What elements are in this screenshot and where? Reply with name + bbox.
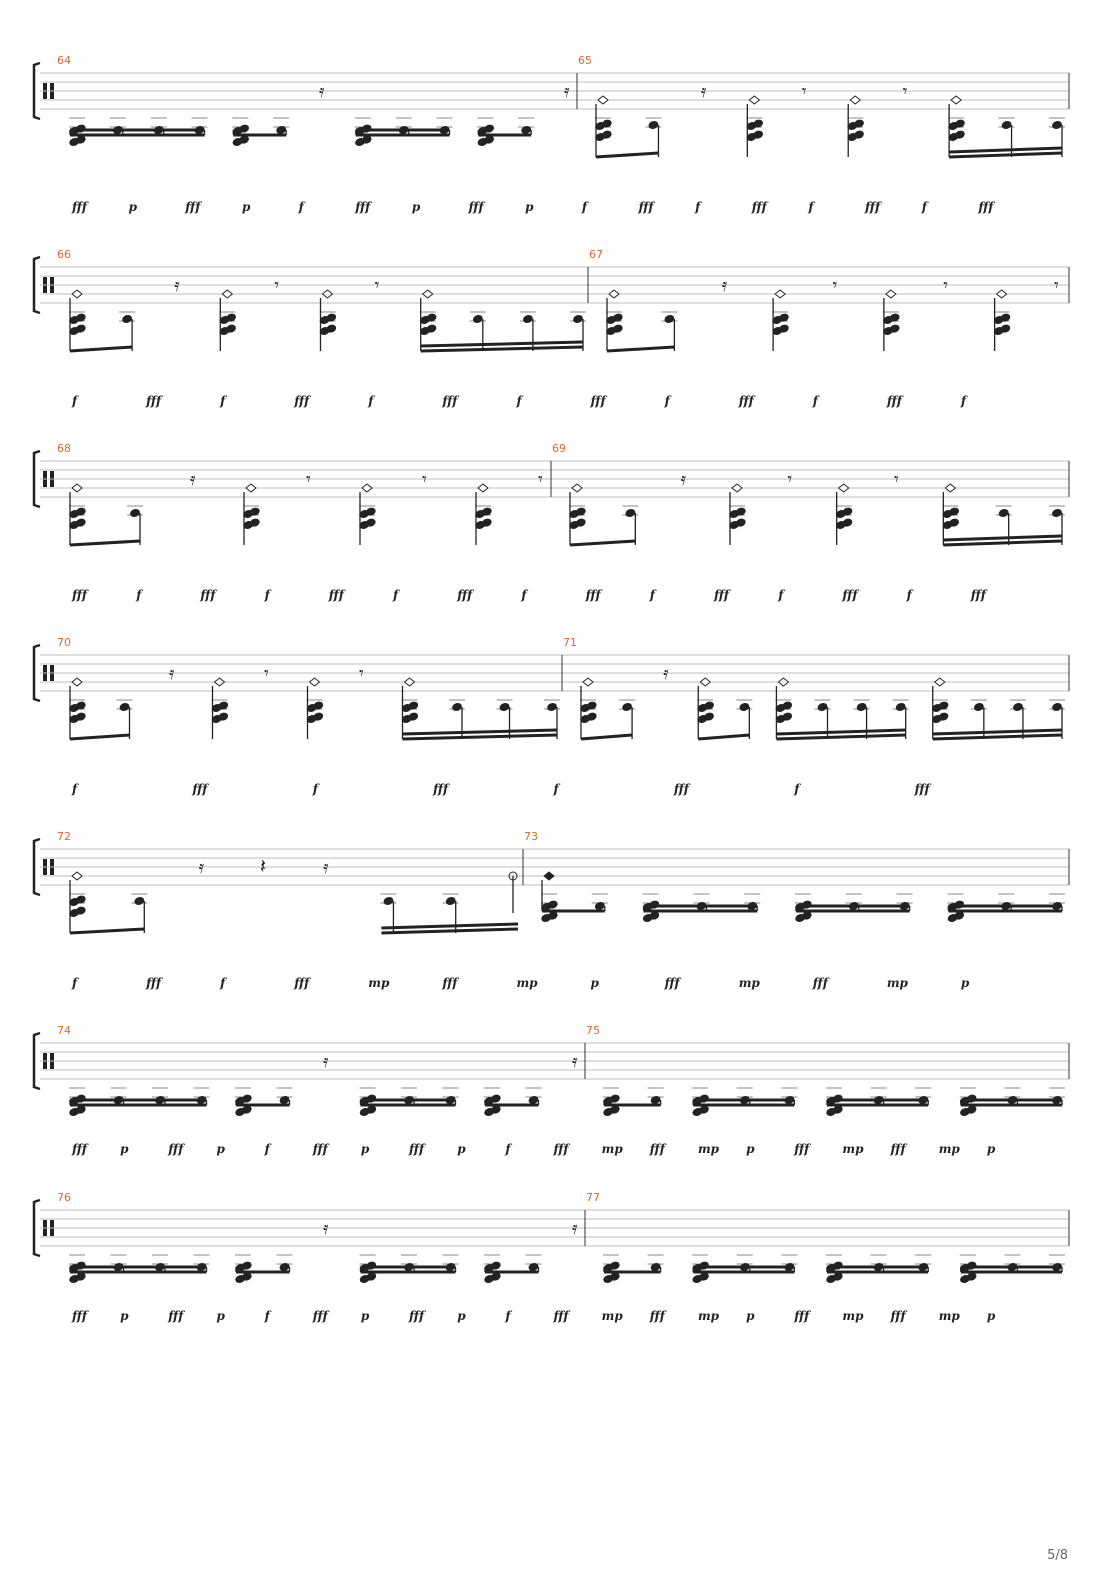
dynamic-marking: f [921,200,927,214]
note-beam [943,541,1062,545]
note-head [121,314,133,325]
dynamic-marking: fff [890,1142,906,1156]
note-beam [403,735,558,739]
eighth-rest: 𝄾 [306,469,311,490]
dynamic-marking: mp [842,1309,864,1323]
dynamic-marking: fff [168,1309,184,1323]
dynamic-marking: p [120,1142,129,1156]
eighth-rest: 𝄾 [787,469,793,490]
note-beam [70,541,140,545]
dynamic-marking: f [72,976,78,990]
dynamic-marking: p [360,1142,370,1156]
dynamic-marking: fff [970,588,986,602]
dynamic-marking: mp [601,1142,623,1156]
system-bracket [34,257,40,313]
dynamic-marking: f [220,394,226,408]
staff-system [34,248,1069,408]
note-head [1001,120,1013,131]
measure-number: 75 [586,1024,600,1037]
cymbal-diamond-note [839,484,849,492]
dynamic-marking: f [794,782,800,796]
note-head [624,508,636,519]
dynamic-marking: fff [638,200,654,214]
eighth-rest: 𝄾 [538,469,543,490]
dynamic-marking: fff [468,200,484,214]
cymbal-diamond-note [997,290,1007,298]
dynamic-marking: fff [673,782,689,796]
system-bracket [34,645,40,701]
dynamic-marking: fff [457,588,473,602]
measure-number: 68 [57,442,71,455]
dynamic-marking: mp [368,976,390,990]
measure-number: 73 [524,830,538,843]
note-head [1051,120,1063,131]
dynamic-marking: f [906,588,912,602]
dynamic-marking: mp [516,976,538,990]
note-head [546,702,558,713]
system-bracket [34,1200,40,1256]
note-beam [949,148,1062,152]
dynamic-marking: p [986,1309,996,1323]
cymbal-diamond-note [405,678,415,686]
dynamic-marking: fff [72,1309,88,1323]
note-head [1051,702,1063,713]
dynamic-marking: f [298,200,304,214]
eighth-rest: 𝄾 [801,81,807,102]
dynamic-marking: fff [914,782,930,796]
note-beam [421,342,583,346]
dynamic-marking: p [241,200,251,214]
note-beam [70,347,132,351]
system-bracket [34,839,40,895]
measure-number: 71 [563,636,577,649]
dynamic-marking: f [368,394,374,408]
sixteenth-rest: 𝄿 [323,1218,329,1239]
dynamic-marking: p [590,976,599,990]
dynamic-marking: p [746,1142,755,1156]
dynamic-marking: mp [842,1142,864,1156]
sixteenth-rest: 𝄿 [323,1051,329,1072]
system-bracket [34,63,40,119]
dynamic-marking: fff [738,394,754,408]
eighth-rest: 𝄾 [943,275,949,296]
sixteenth-rest: 𝄿 [572,1218,578,1239]
measure-number: 74 [57,1024,71,1037]
sixteenth-rest: 𝄿 [198,857,205,878]
dynamic-marking: fff [146,394,162,408]
dynamic-marking: p [120,1309,129,1323]
cymbal-diamond-note [886,290,896,298]
note-beam [607,347,674,351]
dynamic-marking: fff [294,394,310,408]
system-bracket [34,1033,40,1089]
dynamic-marking: p [216,1309,225,1323]
dynamic-marking: mp [738,976,760,990]
dynamic-marking: f [664,394,670,408]
note-beam [933,730,1062,734]
note-beam [381,924,518,928]
note-head [451,702,463,713]
note-head [382,896,394,907]
cymbal-diamond-note [72,290,82,298]
dynamic-marking: f [778,588,784,602]
measure-number: 66 [57,248,71,261]
note-beam [381,929,518,933]
dynamic-marking: f [960,394,967,408]
cymbal-diamond-note [749,96,759,104]
staff-system [34,636,1069,796]
cymbal-diamond-note [609,290,619,298]
dynamic-marking: f [812,394,818,408]
note-head [133,896,145,907]
cymbal-diamond-note [246,484,256,492]
dynamic-marking: mp [938,1142,960,1156]
dynamic-marking: f [649,588,655,602]
eighth-rest: 𝄾 [264,663,269,684]
dynamic-marking: fff [751,200,767,214]
cymbal-diamond-note [323,290,333,298]
eighth-rest: 𝄾 [902,81,908,102]
dynamic-marking: f [136,588,142,602]
cymbal-diamond-note [362,484,372,492]
cymbal-diamond-note [850,96,860,104]
eighth-rest: 𝄾 [894,469,899,490]
cymbal-diamond-note [945,484,955,492]
dynamic-marking: fff [890,1309,906,1323]
note-beam [698,735,749,739]
dynamic-marking: fff [553,1309,569,1323]
dynamic-marking: mp [938,1309,960,1323]
note-beam [421,347,583,351]
cymbal-diamond-note [222,290,232,298]
cymbal-diamond-note [951,96,961,104]
note-head [998,508,1010,519]
dynamic-marking: mp [886,976,908,990]
dynamic-marking: f [393,588,399,602]
measure-number: 70 [57,636,71,649]
note-head [738,702,750,713]
dynamic-marking: mp [697,1309,720,1323]
dynamic-marking: fff [649,1309,665,1323]
staff-system [34,1191,1069,1323]
note-head [895,702,907,713]
staff-system [34,442,1069,602]
dynamic-marking: fff [200,588,216,602]
sixteenth-rest: 𝄿 [190,469,196,490]
eighth-rest: 𝄾 [274,275,280,296]
dynamic-marking: fff [664,976,680,990]
measure-number: 64 [57,54,71,67]
dynamic-marking: p [128,200,138,214]
sixteenth-rest: 𝄿 [721,275,728,296]
dynamic-marking: fff [192,782,208,796]
dynamic-marking: fff [355,200,371,214]
cymbal-diamond-note [72,872,82,880]
dynamic-marking: fff [842,588,858,602]
note-head [817,702,829,713]
note-head [663,314,675,325]
note-head [1051,508,1063,519]
cymbal-diamond-note [215,678,225,686]
dynamic-marking: p [457,1142,466,1156]
dynamic-marking: mp [697,1142,720,1156]
dynamic-marking: fff [312,1142,328,1156]
dynamic-marking: p [986,1142,996,1156]
note-head [499,702,511,713]
dynamic-marking: fff [442,394,458,408]
dynamic-marking: fff [442,976,458,990]
dynamic-marking: f [220,976,226,990]
cymbal-diamond-note [732,484,742,492]
cymbal-diamond-note [72,484,82,492]
dynamic-marking: fff [794,1309,810,1323]
cymbal-diamond-note [583,678,593,686]
sixteenth-rest: 𝄿 [572,1051,578,1072]
dynamic-marking: mp [601,1309,623,1323]
note-head [1012,702,1024,713]
dynamic-marking: fff [146,976,162,990]
dynamic-marking: p [411,200,421,214]
dynamic-marking: f [516,394,522,408]
quarter-rest: 𝄽 [259,854,266,878]
dynamic-marking: p [216,1142,225,1156]
note-beam [70,735,130,739]
eighth-rest: 𝄾 [374,275,380,296]
dynamic-marking: fff [185,200,201,214]
note-head [572,314,584,325]
dynamic-marking: fff [328,588,344,602]
dynamic-marking: fff [865,200,881,214]
cymbal-diamond-note [598,96,608,104]
sixteenth-rest: 𝄿 [319,81,325,102]
note-beam [581,735,632,739]
dynamic-marking: f [72,782,78,796]
cymbal-diamond-note [544,872,554,880]
system-bracket [34,451,40,507]
note-head [119,702,131,713]
note-beam [776,735,905,739]
dynamic-marking: fff [72,588,88,602]
note-head [621,702,633,713]
dynamic-marking: f [695,200,701,214]
measure-number: 72 [57,830,71,843]
dynamic-marking: fff [72,200,88,214]
staff-system [34,1024,1069,1156]
note-beam [596,153,658,157]
dynamic-marking: fff [590,394,606,408]
dynamic-marking: fff [649,1142,665,1156]
cymbal-diamond-note [775,290,785,298]
dynamic-marking: f [521,588,527,602]
note-head [973,702,985,713]
dynamic-marking: fff [433,782,449,796]
cymbal-diamond-note [72,678,82,686]
dynamic-marking: f [505,1142,511,1156]
sixteenth-rest: 𝄿 [174,275,180,296]
cymbal-diamond-note [478,484,488,492]
note-beam [776,730,905,734]
dynamic-marking: fff [553,1142,569,1156]
note-beam [933,735,1062,739]
note-beam [943,536,1062,540]
dynamic-marking: fff [72,1142,88,1156]
cymbal-diamond-note [700,678,710,686]
dynamic-marking: f [72,394,78,408]
eighth-rest: 𝄾 [422,469,427,490]
note-head [522,314,534,325]
note-beam [70,929,144,933]
dynamic-marking: p [457,1309,466,1323]
page-number: 5/8 [1047,1548,1068,1563]
note-head [472,314,484,325]
measure-number: 76 [57,1191,71,1204]
dynamic-marking: fff [585,588,601,602]
eighth-rest: 𝄾 [359,663,364,684]
eighth-rest: 𝄾 [832,275,838,296]
measure-number: 77 [586,1191,600,1204]
eighth-rest: 𝄾 [1054,275,1059,296]
dynamic-marking: f [553,782,559,796]
dynamic-marking: fff [886,394,902,408]
sixteenth-rest: 𝄿 [564,81,570,102]
dynamic-marking: fff [409,1142,425,1156]
staff-system [34,830,1069,990]
note-beam [570,541,635,545]
cymbal-diamond-note [310,678,320,686]
dynamic-marking: f [312,782,318,796]
sixteenth-rest: 𝄿 [680,469,687,490]
note-beam [403,730,558,734]
dynamic-marking: f [581,200,587,214]
cymbal-diamond-note [935,678,945,686]
sixteenth-rest: 𝄿 [700,81,707,102]
dynamic-marking: fff [294,976,310,990]
cymbal-diamond-note [778,678,788,686]
dynamic-marking: fff [812,976,828,990]
dynamic-marking: fff [714,588,730,602]
dynamic-marking: f [264,1309,270,1323]
note-head [647,120,659,131]
dynamic-marking: p [960,976,970,990]
measure-number: 65 [578,54,592,67]
sixteenth-rest: 𝄿 [323,857,329,878]
dynamic-marking: f [264,588,270,602]
dynamic-marking: f [808,200,814,214]
dynamic-marking: p [360,1309,370,1323]
note-head [445,896,457,907]
sixteenth-rest: 𝄿 [169,663,175,684]
dynamic-marking: f [264,1142,270,1156]
cymbal-diamond-note [572,484,582,492]
note-head [129,508,141,519]
dynamic-marking: fff [168,1142,184,1156]
dynamic-marking: fff [794,1142,810,1156]
measure-number: 69 [552,442,566,455]
staff-system [34,54,1069,214]
dynamic-marking: fff [978,200,994,214]
note-head [856,702,868,713]
dynamic-marking: p [525,200,534,214]
cymbal-diamond-note [423,290,433,298]
dynamic-marking: f [505,1309,511,1323]
measure-number: 67 [589,248,603,261]
sixteenth-rest: 𝄿 [663,663,669,684]
dynamic-marking: p [746,1309,755,1323]
dynamic-marking: fff [312,1309,328,1323]
note-beam [949,153,1062,157]
dynamic-marking: fff [409,1309,425,1323]
